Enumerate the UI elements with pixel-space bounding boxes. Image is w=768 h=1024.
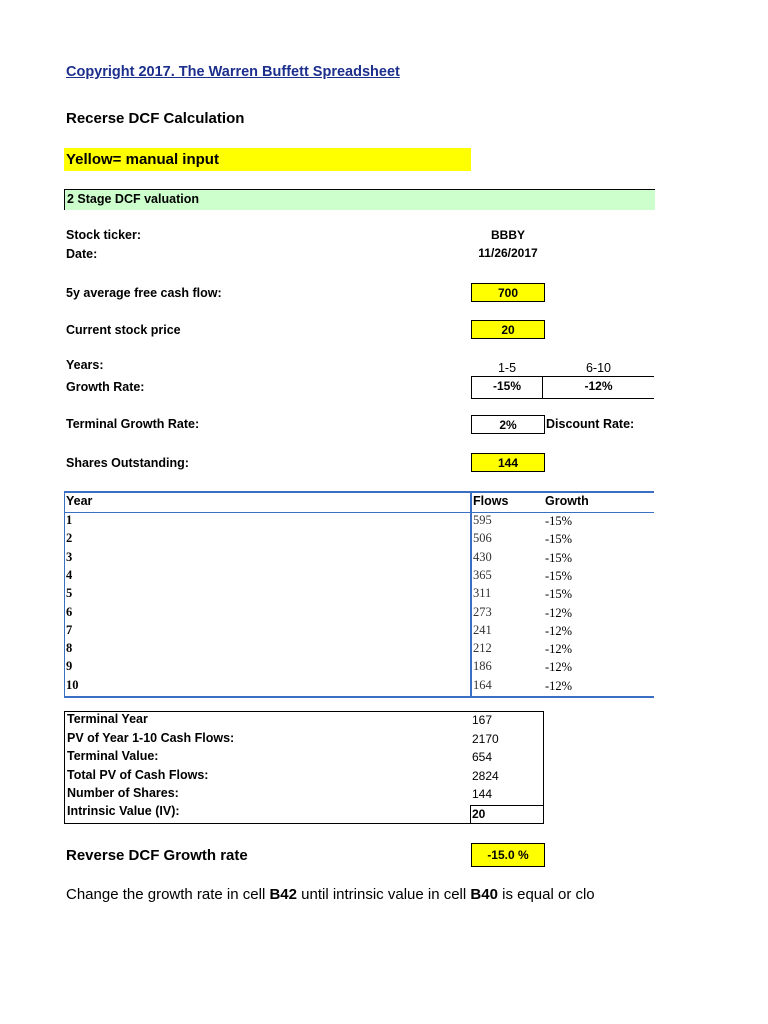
row-growth: -12% (545, 678, 573, 693)
row-year: 6 (66, 604, 73, 619)
fcf-label: 5y average free cash flow: (66, 286, 222, 300)
growth-rate-row (471, 376, 654, 399)
row-growth: -15% (545, 514, 573, 528)
reverse-dcf-value[interactable]: -15.0 % (471, 843, 545, 867)
flows-table (64, 491, 654, 698)
header-flows: Flows (473, 494, 509, 508)
row-year: 10 (66, 677, 79, 692)
ticker-value: BBBY (490, 228, 525, 242)
section-header (64, 189, 655, 210)
row-flow: 506 (473, 531, 492, 546)
summary-label: Terminal Year (67, 712, 148, 726)
row-year: 9 (66, 659, 73, 674)
row-year: 1 (66, 513, 73, 527)
summary-label: Terminal Value: (67, 749, 159, 763)
summary-value: 2170 (472, 731, 499, 746)
growth-label: Growth Rate: (66, 380, 145, 394)
iv-value: 20 (470, 805, 544, 824)
row-year: 8 (66, 641, 73, 656)
growth-stage2-input[interactable]: -12% (584, 379, 613, 393)
row-growth: -15% (545, 532, 573, 547)
header-year: Year (66, 494, 93, 508)
instruction-part-1: Change the growth rate in cell (66, 886, 270, 903)
row-flow: 311 (473, 586, 492, 601)
date-value: 11/26/2017 (478, 246, 538, 260)
ticker-label: Stock ticker: (66, 228, 142, 242)
fcf-input[interactable]: 700 (471, 283, 545, 302)
row-year: 4 (66, 567, 73, 582)
row-year: 5 (66, 586, 73, 601)
reverse-dcf-label: Reverse DCF Growth rate (66, 847, 248, 864)
page-title: Recerse DCF Calculation (66, 110, 245, 127)
summary-value: 167 (472, 713, 493, 727)
row-growth: -12% (545, 660, 573, 675)
header-growth: Growth (545, 494, 589, 508)
years-stage1: 1-5 (497, 361, 517, 375)
terminal-label: Terminal Growth Rate: (66, 417, 200, 431)
copyright-link[interactable]: Copyright 2017. The Warren Buffett Spreadsheet (66, 64, 400, 80)
discount-label: Discount Rate: (546, 417, 635, 431)
summary-label: Total PV of Cash Flows: (67, 767, 209, 782)
row-flow: 164 (473, 677, 492, 692)
summary-label: PV of Year 1-10 Cash Flows: (67, 730, 235, 745)
row-growth: -15% (545, 587, 573, 602)
instruction-text (66, 886, 654, 903)
shares-input[interactable]: 144 (471, 453, 545, 472)
row-flow: 430 (473, 549, 492, 564)
row-growth: -12% (545, 605, 573, 620)
table-left-border (64, 493, 65, 696)
row-flow: 212 (473, 641, 492, 656)
input-legend-text: Yellow= manual input (66, 151, 219, 168)
row-growth: -12% (545, 642, 573, 657)
valuation-summary (64, 711, 544, 824)
table-header (64, 493, 654, 513)
price-input[interactable]: 20 (471, 320, 545, 339)
row-flow: 365 (473, 567, 492, 582)
row-flow: 186 (473, 659, 492, 674)
date-label: Date: (66, 247, 98, 261)
input-legend (64, 148, 471, 171)
row-year: 2 (66, 531, 73, 546)
row-flow: 273 (473, 604, 492, 619)
row-flow: 241 (473, 622, 492, 637)
price-label: Current stock price (66, 323, 181, 337)
terminal-input[interactable]: 2% (471, 415, 545, 434)
growth-stage1-input[interactable]: -15% (471, 377, 543, 398)
instruction-part-3: is equal or clo (497, 886, 595, 903)
section-title: 2 Stage DCF valuation (67, 192, 199, 206)
iv-label: Intrinsic Value (IV): (67, 804, 180, 818)
row-year: 3 (66, 549, 73, 564)
cell-ref-b40: B40 (470, 886, 498, 903)
table-divider (470, 493, 472, 696)
row-growth: -15% (545, 568, 573, 583)
row-year: 7 (66, 622, 73, 637)
years-label: Years: (66, 358, 104, 372)
summary-label: Number of Shares: (67, 786, 179, 800)
summary-value: 2824 (472, 768, 499, 783)
summary-value: 654 (472, 750, 493, 764)
years-stage2: 6-10 (585, 361, 612, 375)
cell-ref-b42: B42 (269, 886, 297, 903)
row-growth: -12% (545, 623, 573, 638)
row-flow: 595 (473, 513, 492, 527)
shares-label: Shares Outstanding: (66, 456, 189, 470)
row-growth: -15% (545, 550, 573, 565)
instruction-part-2: until intrinsic value in cell (296, 886, 471, 903)
summary-value: 144 (472, 787, 493, 801)
